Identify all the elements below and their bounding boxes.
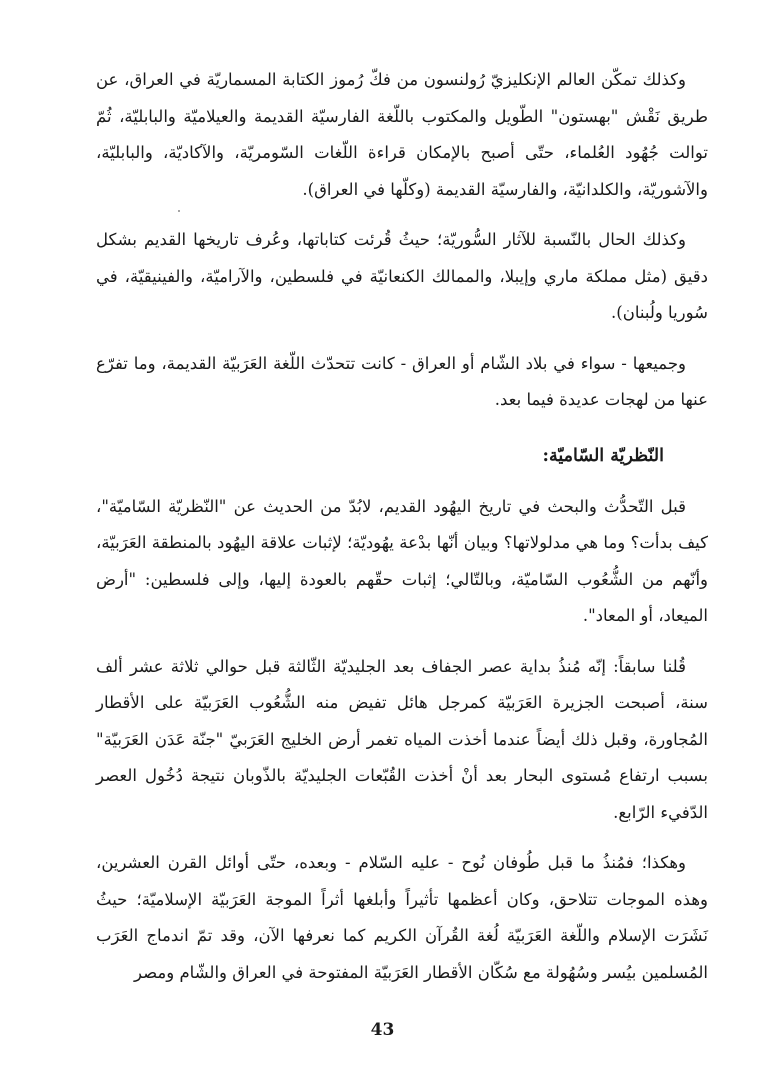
paragraph-arabian-migrations: قُلنا سابقاً: إنّه مُنذُ بداية عصر الجفاف بعد الجليديّة الثّالثة قبل حوالي ثلاثة عشر ألف سنة، أصبحت الجزيرة العَرَبيّة كمرجل هائل تفيض منه الشُّعُوب العَرَبيّة على الأقطار المُجاورة، وقبل ذلك أيضاً عندما أخذت المياه تغمر أرض الخليج العَرَبيّ "جنّة عَدَن العَرَبيّة" بسبب ارتفاع مُستوى البحار بعد أنْ أخذت القُبّعات الجليديّة بالذّوبان نتيجة دُخُول العصر الدّفيء الرّابع. <box>96 656 708 822</box>
paragraph-islamic-wave: وهكذا؛ فمُنذُ ما قبل طُوفان نُوح - عليه السّلام - وبعده، حتّى أوائل القرن العشرين، وهذه الموجات تتلاحق، وكان أعظمها تأثيراً وأبلغها أثراً الموجة العَرَبيّة الإسلاميّة؛ حيثُ نَشَرَت الإسلام واللّغة العَرَبيّة لُغة القُرآن الكريم كما نعرفها الآن، وقد تمّ اندماج العَرَب المُسلمين بيُسر وسُهُولة مع سُكّان الأقطار العَرَبيّة المفتوحة في العراق والشّام ومصر <box>96 853 708 982</box>
paragraph-ancient-arabic: وجميعها - سواء في بلاد الشّام أو العراق - كانت تتحدّث اللّغة العَرَبيّة القديمة، وما تفرّع عنها من لهجات عديدة فيما بعد. <box>96 353 708 409</box>
section-heading: النّظريّة السّاميّة: <box>542 445 664 466</box>
paragraph-rawlinson-decipherment: وكذلك تمكّن العالم الإنكليزيّ رُولنسون من فكّ رُموز الكتابة المسماريّة في العراق، عن طريق نَقْش "بهستون" الطّويل والمكتوب باللّغة الفارسيّة القديمة والعيلاميّة والبابليّة، ثُمّ توالت جُهُود العُلماء، حتّى أصبح بالإمكان قراءة اللّغات السّومريّة، والآكاديّة، والبابليّة، والآشوريّة، والكلدانيّة، والفارسيّة القديمة (وكلّها في العراق). <box>96 70 708 199</box>
page-number: 43 <box>370 1020 395 1040</box>
scan-speck <box>178 210 180 212</box>
paragraph-syrian-antiquities: وكذلك الحال بالنّسبة للآثار السُّوريّة؛ حيثُ قُرئت كتاباتها، وعُرف تاريخها القديم بشكل دقيق (مثل مملكة ماري وإيبلا، والممالك الكنعانيّة في فلسطين، والآراميّة، والفينيقيّة، في سُوريا ولُبنان). <box>96 230 708 322</box>
paragraph-semitic-theory: قبل التّحدُّث والبحث في تاريخ اليهُود القديم، لابُدّ من الحديث عن "النّظريّة السّاميّة"، كيف بدأت؟ وما هي مدلولاتها؟ وبيان أنّها بدْعة يهُوديّة؛ لإثبات علاقة اليهُود بالمنطقة العَرَبيّة، وأنّهم من الشُّعُوب السّاميّة، وبالتّالي؛ إثبات حقّهم بالعودة إليها، وإلى فلسطين: "أرض الميعاد، أو المعاد". <box>96 496 708 625</box>
book-page <box>96 62 708 991</box>
